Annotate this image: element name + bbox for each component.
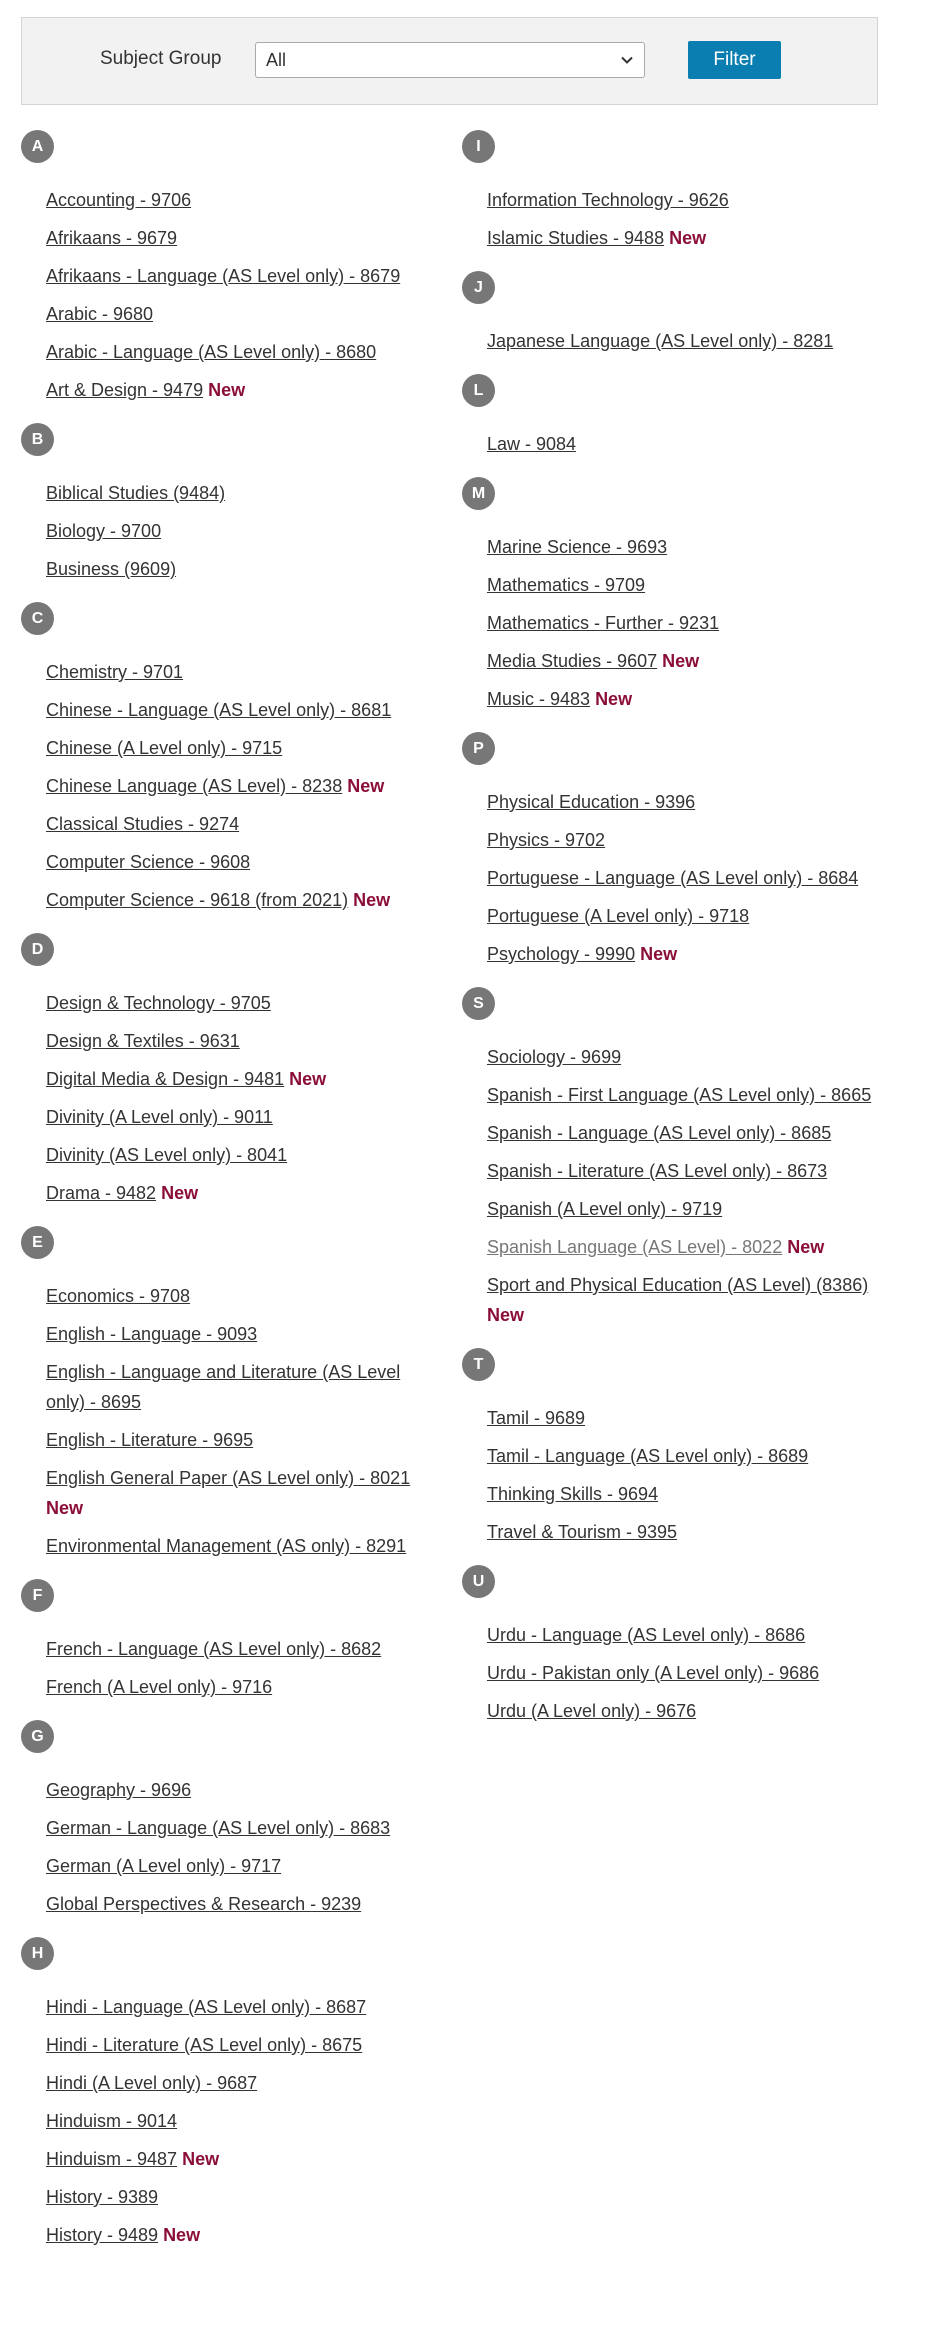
subject-list-item — [46, 2106, 421, 2136]
new-badge: New — [46, 1498, 84, 1518]
subject-link[interactable]: Mathematics - Further - 9231 — [487, 613, 720, 633]
new-badge: New — [208, 380, 246, 400]
subject-list — [21, 657, 421, 915]
subject-link[interactable]: Chemistry - 9701 — [46, 662, 184, 682]
subject-list-item — [46, 733, 421, 763]
letter-badge: I — [462, 130, 495, 163]
subject-list-item — [487, 1194, 902, 1224]
subject-group-c — [21, 602, 421, 915]
subject-link[interactable]: Computer Science - 9608 — [46, 852, 251, 872]
subject-list-item — [487, 429, 902, 459]
subject-link[interactable]: Spanish - First Language (AS Level only) - 8665 — [487, 1085, 872, 1105]
subject-link[interactable]: Art & Design - 9479 — [46, 380, 204, 400]
subject-list — [462, 185, 902, 253]
subject-link[interactable]: Arabic - Language (AS Level only) - 8680 — [46, 342, 377, 362]
subject-link[interactable]: Divinity (AS Level only) - 8041 — [46, 1145, 288, 1165]
subject-group-b — [21, 423, 421, 584]
new-badge: New — [662, 651, 700, 671]
subject-link[interactable]: Urdu - Language (AS Level only) - 8686 — [487, 1625, 806, 1645]
subject-link[interactable]: Spanish (A Level only) - 9719 — [487, 1199, 723, 1219]
subject-link[interactable]: Hinduism - 9014 — [46, 2111, 178, 2131]
subject-list — [462, 1042, 902, 1330]
subject-link[interactable]: Physical Education - 9396 — [487, 792, 696, 812]
letter-badge: S — [462, 987, 495, 1020]
subject-group-u — [462, 1565, 902, 1726]
subject-link[interactable]: Portuguese - Language (AS Level only) - 8684 — [487, 868, 859, 888]
subject-link[interactable]: Computer Science - 9618 (from 2021) — [46, 890, 349, 910]
subject-list-item — [487, 646, 902, 676]
subject-list-item — [46, 1889, 421, 1919]
subject-link[interactable]: Urdu (A Level only) - 9676 — [487, 1701, 697, 1721]
subject-list-item — [487, 939, 902, 969]
subject-list-item — [487, 326, 902, 356]
subject-link[interactable]: Classical Studies - 9274 — [46, 814, 240, 834]
subject-link[interactable]: Arabic - 9680 — [46, 304, 154, 324]
subject-list-item — [46, 261, 421, 291]
letter-badge: D — [21, 933, 54, 966]
subject-link[interactable]: Hinduism - 9487 — [46, 2149, 178, 2169]
subject-link[interactable]: German - Language (AS Level only) - 8683 — [46, 1818, 391, 1838]
subject-link[interactable]: Urdu - Pakistan only (A Level only) - 9686 — [487, 1663, 820, 1683]
subject-link[interactable]: English General Paper (AS Level only) - 8021 — [46, 1468, 411, 1488]
subject-group-a — [21, 130, 421, 405]
new-badge: New — [353, 890, 391, 910]
subject-link[interactable]: Design & Technology - 9705 — [46, 993, 271, 1013]
subject-group-g — [21, 1720, 421, 1919]
subject-group-t — [462, 1348, 902, 1547]
subject-list-item — [46, 1281, 421, 1311]
subject-list-item — [46, 375, 421, 405]
subject-link[interactable]: Design & Textiles - 9631 — [46, 1031, 240, 1051]
subject-link[interactable]: History - 9489 — [46, 2225, 159, 2245]
letter-badge: G — [21, 1720, 54, 1753]
new-badge: New — [595, 689, 633, 709]
subject-group-j — [462, 271, 902, 356]
subject-list-item — [46, 1672, 421, 1702]
subject-list — [462, 1403, 902, 1547]
subject-list-item — [487, 185, 902, 215]
subject-list-item — [46, 299, 421, 329]
subject-list-item — [46, 1851, 421, 1881]
subject-link[interactable]: Information Technology - 9626 — [487, 190, 729, 210]
letter-badge: F — [21, 1579, 54, 1612]
letter-badge: C — [21, 602, 54, 635]
subject-list-item — [46, 2182, 421, 2212]
subject-list-item — [46, 223, 421, 253]
letter-badge: H — [21, 1937, 54, 1970]
subject-list — [21, 1281, 421, 1561]
subject-link[interactable]: Sport and Physical Education (AS Level) (8386) — [487, 1275, 869, 1295]
subject-link[interactable]: Psychology - 9990 — [487, 944, 636, 964]
subject-list-item — [46, 2068, 421, 2098]
subject-group-i — [462, 130, 902, 253]
chevron-down-icon — [620, 53, 634, 67]
subject-list-item — [46, 1140, 421, 1170]
subject-link[interactable]: Marine Science - 9693 — [487, 537, 668, 557]
subject-list-item — [487, 608, 902, 638]
subject-link[interactable]: Spanish - Literature (AS Level only) - 8673 — [487, 1161, 828, 1181]
subject-group-e — [21, 1226, 421, 1561]
letter-badge: J — [462, 271, 495, 304]
subject-link[interactable]: Drama - 9482 — [46, 1183, 157, 1203]
subject-link[interactable]: Hindi - Language (AS Level only) - 8687 — [46, 1997, 367, 2017]
new-badge: New — [487, 1305, 525, 1325]
subject-group-selected-value: All — [266, 49, 287, 70]
subjects-column-left — [21, 130, 421, 2268]
subject-list — [462, 787, 902, 969]
subject-group-m — [462, 477, 902, 714]
filter-button[interactable]: Filter — [688, 41, 781, 79]
subject-list-item — [487, 1479, 902, 1509]
subject-link[interactable]: French (A Level only) - 9716 — [46, 1677, 273, 1697]
subject-list-item — [487, 1270, 902, 1330]
new-badge: New — [787, 1237, 825, 1257]
subject-list-item — [46, 1813, 421, 1843]
letter-badge: B — [21, 423, 54, 456]
subject-list — [21, 1775, 421, 1919]
subject-list — [21, 988, 421, 1208]
subject-link[interactable]: Spanish Language (AS Level) - 8022 — [487, 1237, 783, 1257]
subject-list-item — [46, 809, 421, 839]
subject-list-item — [487, 570, 902, 600]
new-badge: New — [289, 1069, 327, 1089]
subject-link[interactable]: Travel & Tourism - 9395 — [487, 1522, 678, 1542]
subject-list-item — [487, 1441, 902, 1471]
subject-link[interactable]: History - 9389 — [46, 2187, 159, 2207]
subject-link[interactable]: Physics - 9702 — [487, 830, 606, 850]
letter-badge: P — [462, 732, 495, 765]
letter-badge: E — [21, 1226, 54, 1259]
subject-list-item — [46, 554, 421, 584]
subject-list — [21, 1634, 421, 1702]
subject-list-item — [46, 1357, 421, 1417]
subject-link[interactable]: Chinese Language (AS Level) - 8238 — [46, 776, 343, 796]
subject-link[interactable]: Media Studies - 9607 — [487, 651, 658, 671]
subject-group-f — [21, 1579, 421, 1702]
subject-link[interactable]: French - Language (AS Level only) - 8682 — [46, 1639, 382, 1659]
subject-link[interactable]: German (A Level only) - 9717 — [46, 1856, 282, 1876]
subject-link[interactable]: Economics - 9708 — [46, 1286, 191, 1306]
subject-list-item — [487, 901, 902, 931]
subject-list-item — [487, 863, 902, 893]
subject-list-item — [46, 2220, 421, 2250]
subject-group-h — [21, 1937, 421, 2250]
subject-link[interactable]: English - Language and Literature (AS Level only) - 8695 — [46, 1362, 401, 1412]
subject-group-label: Subject Group — [100, 48, 222, 69]
subject-list-item — [46, 478, 421, 508]
subject-group-p — [462, 732, 902, 969]
subject-link[interactable]: Islamic Studies - 9488 — [487, 228, 665, 248]
new-badge: New — [163, 2225, 201, 2245]
subject-list — [21, 478, 421, 584]
subject-list-item — [487, 1620, 902, 1650]
subject-group-s — [462, 987, 902, 1330]
subject-list-item — [46, 2144, 421, 2174]
subject-group-select[interactable] — [255, 42, 645, 78]
subject-list-item — [46, 185, 421, 215]
subject-list-item — [487, 684, 902, 714]
new-badge: New — [347, 776, 385, 796]
subject-link[interactable]: Spanish - Language (AS Level only) - 8685 — [487, 1123, 832, 1143]
subject-list-item — [46, 885, 421, 915]
subject-list-item — [46, 847, 421, 877]
subject-list-item — [46, 657, 421, 687]
subject-list-item — [46, 771, 421, 801]
subject-list-item — [487, 1080, 902, 1110]
subject-list-item — [46, 988, 421, 1018]
subject-list-item — [46, 1319, 421, 1349]
subject-list-item — [487, 825, 902, 855]
subject-list — [21, 1992, 421, 2250]
subject-link[interactable]: Chinese - Language (AS Level only) - 8681 — [46, 700, 392, 720]
new-badge: New — [640, 944, 678, 964]
new-badge: New — [161, 1183, 199, 1203]
subject-link[interactable]: Geography - 9696 — [46, 1780, 192, 1800]
subject-list-item — [487, 1517, 902, 1547]
subject-link[interactable]: Afrikaans - Language (AS Level only) - 8679 — [46, 266, 401, 286]
subject-list-item — [46, 1026, 421, 1056]
subject-list-item — [46, 1064, 421, 1094]
subject-link[interactable]: English - Literature - 9695 — [46, 1430, 254, 1450]
subject-link[interactable]: Tamil - 9689 — [487, 1408, 586, 1428]
subject-list-item — [46, 1425, 421, 1455]
subject-link[interactable]: Chinese (A Level only) - 9715 — [46, 738, 283, 758]
subject-link[interactable]: Digital Media & Design - 9481 — [46, 1069, 285, 1089]
subject-list — [462, 429, 902, 459]
subject-list-item — [46, 2030, 421, 2060]
letter-badge: M — [462, 477, 495, 510]
subject-link[interactable]: Global Perspectives & Research - 9239 — [46, 1894, 362, 1914]
subject-link[interactable]: Biology - 9700 — [46, 521, 162, 541]
new-badge: New — [669, 228, 707, 248]
subject-link[interactable]: Hindi - Literature (AS Level only) - 8675 — [46, 2035, 363, 2055]
letter-badge: U — [462, 1565, 495, 1598]
subject-list — [462, 532, 902, 714]
subject-list-item — [46, 695, 421, 725]
subject-link[interactable]: Tamil - Language (AS Level only) - 8689 — [487, 1446, 809, 1466]
subject-list-item — [46, 1775, 421, 1805]
subject-list-item — [46, 1463, 421, 1523]
subject-list-item — [46, 1178, 421, 1208]
letter-badge: T — [462, 1348, 495, 1381]
subject-link[interactable]: English - Language - 9093 — [46, 1324, 258, 1344]
subject-link[interactable]: Hindi (A Level only) - 9687 — [46, 2073, 258, 2093]
subject-link[interactable]: Music - 9483 — [487, 689, 591, 709]
subject-link[interactable]: Mathematics - 9709 — [487, 575, 646, 595]
new-badge: New — [182, 2149, 220, 2169]
subject-list-item — [46, 1531, 421, 1561]
subject-link[interactable]: Environmental Management (AS only) - 8291 — [46, 1536, 407, 1556]
subject-list-item — [46, 516, 421, 546]
subject-link[interactable]: Sociology - 9699 — [487, 1047, 622, 1067]
subject-link[interactable]: Divinity (A Level only) - 9011 — [46, 1107, 273, 1127]
subject-filter-bar — [21, 17, 878, 105]
letter-badge: L — [462, 374, 495, 407]
subject-list-item — [487, 1042, 902, 1072]
subject-link[interactable]: Afrikaans - 9679 — [46, 228, 178, 248]
subject-link[interactable]: Business (9609) — [46, 559, 177, 579]
subject-list-item — [487, 1232, 902, 1262]
subject-list-item — [487, 1658, 902, 1688]
letter-badge: A — [21, 130, 54, 163]
subject-list-item — [487, 532, 902, 562]
subject-list — [462, 1620, 902, 1726]
subjects-column-right — [462, 130, 902, 1744]
subject-list-item — [487, 223, 902, 253]
subject-link[interactable]: Portuguese (A Level only) - 9718 — [487, 906, 750, 926]
subject-link[interactable]: Japanese Language (AS Level only) - 8281 — [487, 331, 834, 351]
subject-group-l — [462, 374, 902, 459]
subject-list-item — [487, 1696, 902, 1726]
subject-link[interactable]: Thinking Skills - 9694 — [487, 1484, 659, 1504]
subject-list-item — [46, 1634, 421, 1664]
subject-list — [21, 185, 421, 405]
subject-list-item — [487, 787, 902, 817]
subject-link[interactable]: Law - 9084 — [487, 434, 577, 454]
subject-group-d — [21, 933, 421, 1208]
subject-list-item — [487, 1156, 902, 1186]
subject-list-item — [46, 1992, 421, 2022]
subject-list-item — [487, 1118, 902, 1148]
subject-list-item — [46, 337, 421, 367]
subject-link[interactable]: Accounting - 9706 — [46, 190, 192, 210]
subject-link[interactable]: Biblical Studies (9484) — [46, 483, 226, 503]
subject-list-item — [46, 1102, 421, 1132]
subject-list-item — [487, 1403, 902, 1433]
subject-list — [462, 326, 902, 356]
